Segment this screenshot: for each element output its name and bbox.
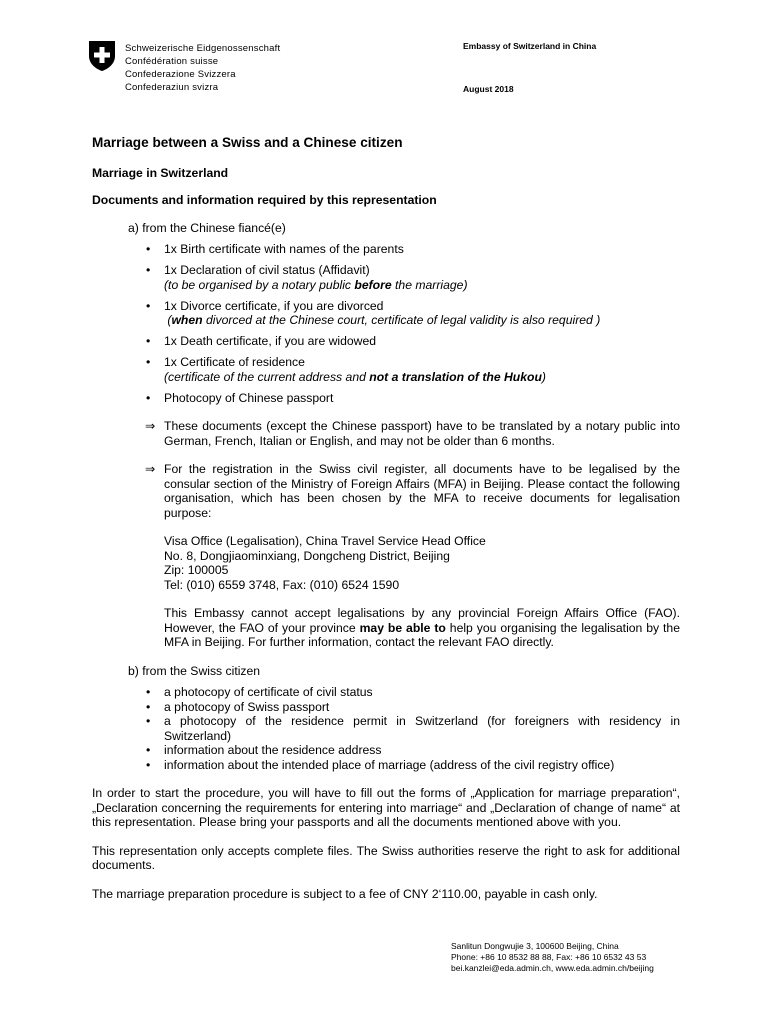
item-note (164, 278, 680, 293)
note-text: These documents (except the Chinese passport) have to be translated by a notary public into German, French, Italian or English, and may not be older than 6 months. (164, 419, 680, 448)
section-title: Marriage in Switzerland (92, 165, 229, 180)
item-note-bold: before (354, 277, 392, 292)
document-date: August 2018 (463, 84, 514, 94)
legalisation-note (146, 462, 680, 650)
double-arrow-icon: ⇒ (145, 462, 156, 476)
item-text: 1x Death certificate, if you are widowed (164, 334, 377, 348)
item-text: • 1x Declaration of civil status (Affidavit) (164, 263, 370, 277)
swiss-crest-icon (88, 40, 116, 72)
address-line: Tel: (010) 6559 3748, Fax: (010) 6524 1590 (164, 577, 400, 592)
list-item: • a photocopy of the residence permit in Switzerland (for foreigners with residency in Switzerland) (146, 714, 680, 743)
list-item (146, 355, 680, 384)
item-text: • 1x Certificate of residence (164, 355, 305, 369)
translation-note (146, 419, 680, 448)
embassy-contact-footer (451, 941, 654, 974)
document-title: Marriage between a Swiss and a Chinese citizen (92, 135, 403, 150)
list-item: • a photocopy of Swiss passport (146, 700, 680, 715)
item-text: Photocopy of Chinese passport (164, 390, 334, 405)
item-note-pre: (to be organised by a notary public (164, 277, 355, 292)
section-b-label: b) from the Swiss citizen (128, 663, 261, 678)
list-item (146, 391, 680, 406)
section-b-list (146, 685, 680, 772)
item-note (164, 370, 680, 385)
section-a-list (146, 242, 680, 405)
address-line: No. 8, Dongjiaominxiang, Dongcheng District, Beijing (164, 548, 450, 563)
item-note-pre: (certificate of the current address and (164, 369, 370, 384)
list-item: • information about the intended place of marriage (address of the civil registry office) (146, 758, 680, 773)
confed-line-de: Schweizerische Eidgenossenschaft (125, 43, 281, 54)
embassy-name: Embassy of Switzerland in China (463, 41, 597, 51)
complete-files-paragraph: This representation only accepts complete files. The Swiss authorities reserve the right to ask for additional documents. (92, 843, 680, 872)
fao-text-pre: This Embassy cannot accept legalisations by any provincial Foreign Affairs Office (FAO). However, the FAO of your province (164, 606, 680, 635)
confederation-names (125, 42, 280, 94)
item-note-post: the marriage) (391, 277, 468, 292)
footer-web: bei.kanzlei@eda.admin.ch, www.eda.admin.ch/beijing (451, 963, 654, 973)
address-line: Zip: 100005 (164, 563, 229, 577)
list-item (146, 263, 680, 292)
note-text: For the registration in the Swiss civil register, all documents have to be legalised by the consular section of the Ministry of Foreign Affairs (MFA) in Beijing. Please contact the following organisation, which has been chosen by the MFA to receive documents for legalisation purpose: (164, 462, 680, 520)
item-note-post: divorced at the Chinese court, certificate of legal validity is also required ) (202, 313, 601, 327)
documents-heading: Documents and information required by this representation (92, 193, 437, 207)
item-note (164, 313, 680, 328)
fao-text-post: help you organising the legalisation by the MFA in Beijing. For further information, contact the relevant FAO directly. (164, 620, 680, 649)
item-note-pre: ( (164, 313, 172, 327)
footer-address: Sanlitun Dongwujie 3, 100600 Beijing, China (451, 941, 619, 951)
item-note-post: ) (541, 369, 546, 384)
footer-phone: Phone: +86 10 8532 88 88, Fax: +86 10 6532 43 53 (451, 952, 647, 962)
section-a-label: a) from the Chinese fiancé(e) (128, 220, 286, 235)
document-body (92, 136, 680, 915)
item-note-bold: when (171, 313, 203, 327)
item-note-bold: not a translation of the Hukou (369, 369, 542, 384)
list-item (146, 334, 680, 349)
confed-line-rm: Confederaziun svizra (125, 82, 219, 93)
address-block (164, 534, 680, 592)
procedure-paragraph: In order to start the procedure, you will have to fill out the forms of „Application for marriage preparation“, „Declaration concerning the requirements for entering into marriage“ and „Declaration of change of name“ at this representation. Please bring your passports and all the documents mentioned above with you. (92, 786, 680, 829)
confed-line-fr: Confédération suisse (125, 56, 219, 67)
item-text: • 1x Divorce certificate, if you are divorced (164, 298, 384, 313)
list-item: • a photocopy of certificate of civil status (146, 685, 680, 700)
fao-note (164, 606, 680, 650)
list-item (146, 299, 680, 328)
item-text: 1x Birth certificate with names of the parents (164, 242, 404, 256)
confed-line-it: Confederazione Svizzera (125, 69, 236, 80)
address-line: Visa Office (Legalisation), China Travel Service Head Office (164, 534, 486, 548)
fee-paragraph: The marriage preparation procedure is subject to a fee of CNY 2‘110.00, payable in cash only. (92, 886, 598, 901)
fao-text-bold: may be able to (359, 620, 446, 635)
double-arrow-icon: ⇒ (145, 419, 156, 433)
list-item (146, 242, 680, 257)
list-item: • information about the residence address (146, 743, 680, 758)
